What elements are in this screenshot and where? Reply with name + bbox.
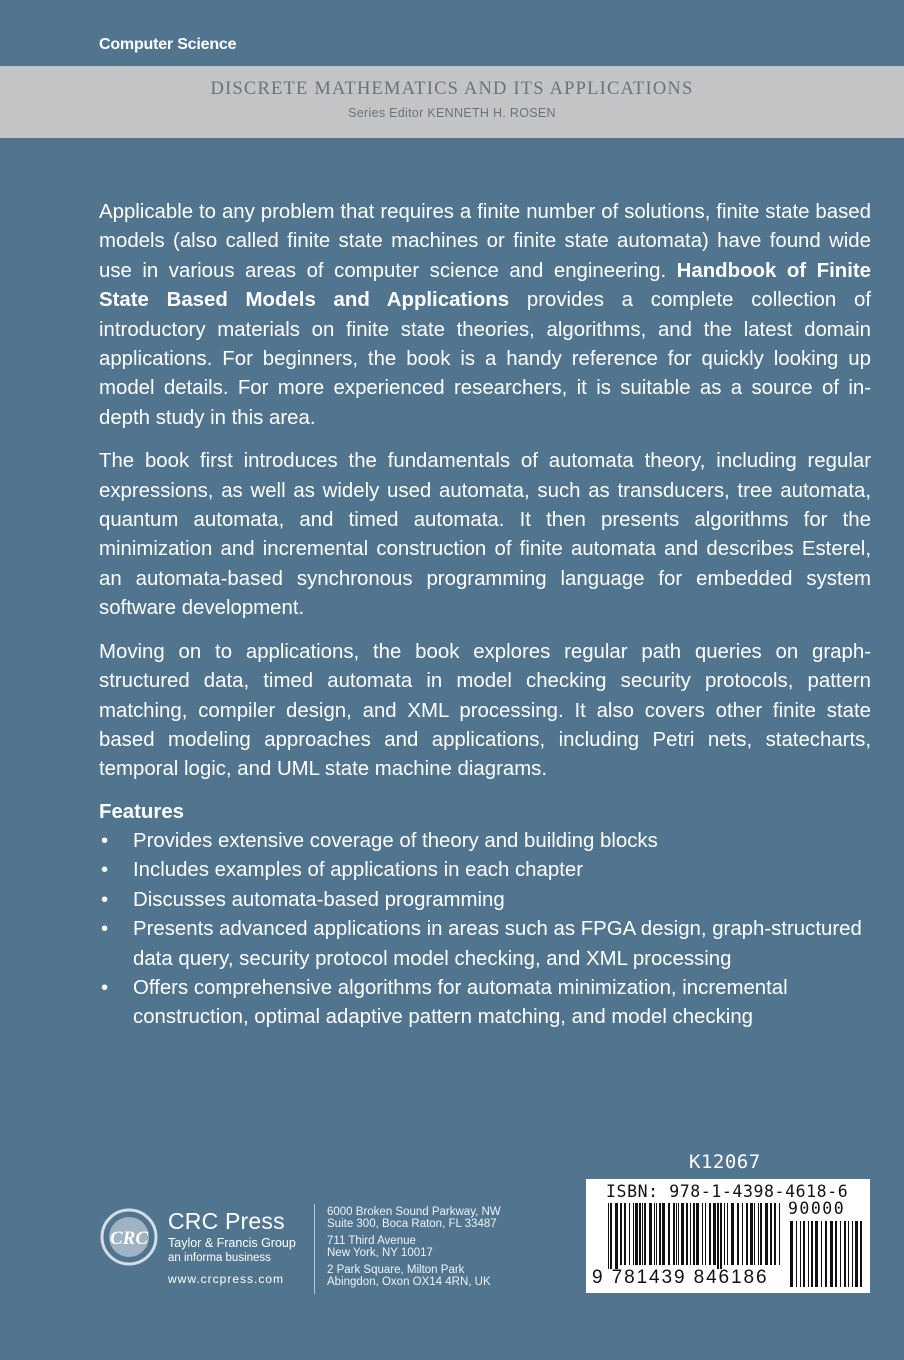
address-new-york: 711 Third Avenue New York, NY 10017	[327, 1234, 433, 1260]
book-title: Handbook of Finite State Based Models and Applications	[99, 259, 871, 312]
crc-logo-icon	[99, 1207, 159, 1272]
subject-category: Computer Science	[99, 36, 237, 53]
barcode-addon-number: 90000	[788, 1199, 846, 1218]
isbn-barcode	[586, 1179, 870, 1293]
feature-item: • Provides extensive coverage of theory and building blocks	[99, 827, 871, 856]
publisher-addresses	[327, 1206, 501, 1292]
series-title: DISCRETE MATHEMATICS AND ITS APPLICATIONS	[210, 79, 694, 99]
publisher-divider	[314, 1204, 315, 1294]
publisher-business: an informa business	[168, 1252, 271, 1264]
bullet-icon: •	[101, 830, 109, 852]
bullet-icon: •	[101, 888, 109, 911]
bullet-icon: •	[101, 977, 109, 1000]
bullet-icon: •	[101, 918, 109, 941]
svg-text:CRC: CRC	[109, 1228, 149, 1249]
publisher-group: Taylor & Francis Group	[168, 1236, 296, 1250]
publisher-name: CRC Press	[168, 1208, 285, 1234]
feature-item: • Discusses automata-based programming	[99, 886, 871, 915]
feature-item: • Offers comprehensive algorithms for automata minimization, incremental construction, optimal adaptive pattern matching, and model checking	[99, 974, 871, 1033]
features-list	[99, 827, 871, 1033]
bullet-icon: •	[101, 859, 109, 882]
series-banner	[0, 66, 904, 138]
features-heading: Features	[99, 801, 184, 823]
product-code: K12067	[689, 1151, 761, 1173]
description-paragraph-2: The book first introduces the fundamentals of automata theory, including regular expressions, as well as widely used automata, such as transducers, tree automata, quantum automata, and timed automata. It then presents algorithms for the minimization and incremental construction of finite automata and describes Esterel, an automata-based synchronous programming language for embedded system software development.	[99, 450, 871, 620]
feature-item: • Presents advanced applications in areas such as FPGA design, graph-structured data query, security protocol model checking, and XML processing	[99, 915, 871, 974]
address-abingdon: 2 Park Square, Milton Park Abingdon, Oxon OX14 4RN, UK	[327, 1263, 491, 1289]
feature-item: • Includes examples of applications in each chapter	[99, 856, 871, 885]
description-paragraph-1: Applicable to any problem that requires a finite number of solutions, finite state based models (also called finite state machines or finite state automata) have found wide use in various areas of computer science and engineering. Handbook of Finite State Based Models and Applications provides a complete collection of introductory materials on finite state theories, algorithms, and the latest domain applications. For beginners, the book is a handy reference for quickly looking up model details. For more experienced researchers, it is suitable as a source of in-depth study in this area.	[99, 201, 871, 429]
publisher-url: www.crcpress.com	[168, 1272, 285, 1286]
address-boca-raton: 6000 Broken Sound Parkway, NW Suite 300, Boca Raton, FL 33487	[327, 1206, 501, 1231]
description-paragraph-3: Moving on to applications, the book explores regular path queries on graph-structured data, timed automata in model checking security protocols, pattern matching, compiler design, and XML processing. It also covers other finite state based modeling approaches and applications, including Petri nets, statecharts, temporal logic, and UML state machine diagrams.	[99, 640, 871, 781]
ean-number: 9 781439 846186	[592, 1267, 769, 1288]
series-editor: Series Editor KENNETH H. ROSEN	[348, 106, 556, 120]
publisher-info	[168, 1208, 296, 1287]
book-description	[99, 198, 871, 799]
isbn-label: ISBN: 978-1-4398-4618-6	[606, 1182, 849, 1201]
